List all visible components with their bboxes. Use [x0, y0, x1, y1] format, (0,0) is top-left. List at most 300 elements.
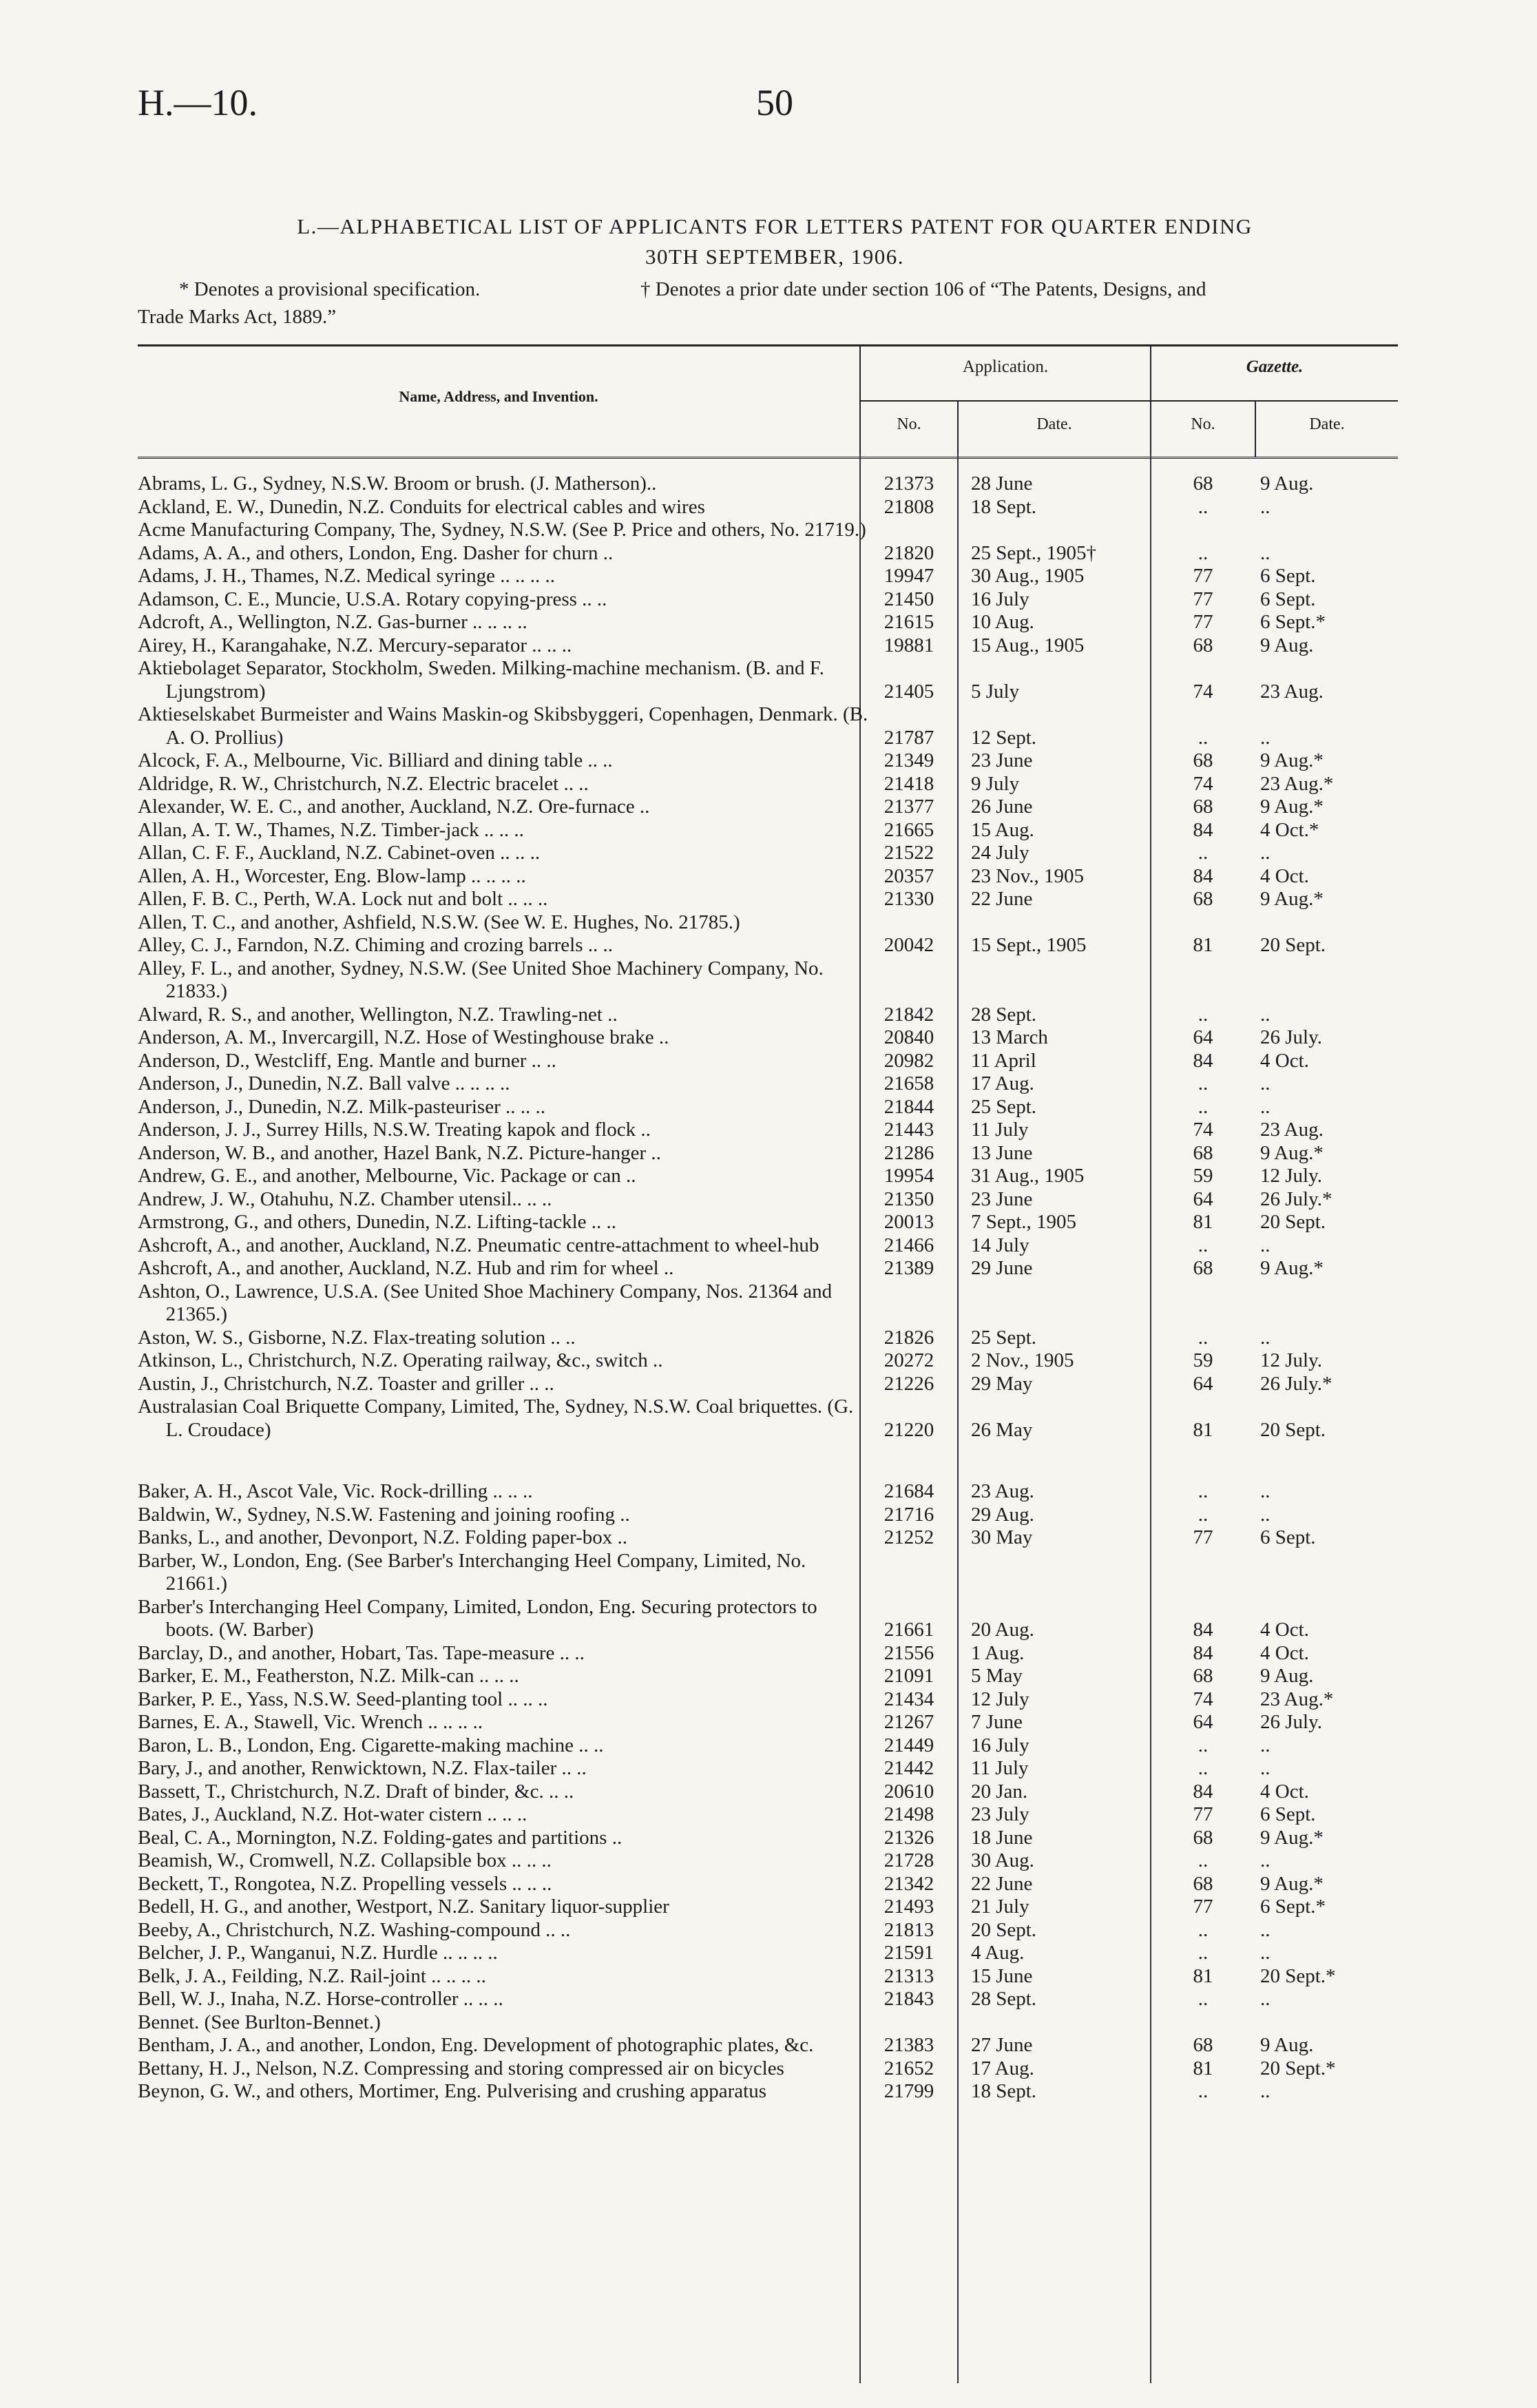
gazette-no: 68: [1193, 796, 1213, 818]
note-prior-date-continued: Trade Marks Act, 1889.”: [138, 306, 337, 328]
header-divider: [957, 402, 959, 457]
application-date: 11 July: [971, 1757, 1029, 1779]
notes: [138, 276, 1412, 331]
application-no: 21330: [883, 888, 934, 910]
application-date: 26 June: [971, 796, 1033, 818]
gazette-date: ..: [1260, 1503, 1271, 1526]
gazette-no: 68: [1193, 888, 1213, 910]
gazette-no: 77: [1193, 565, 1213, 587]
applicant-name: Aston, W. S., Gisborne, N.Z. Flax-treating solution .. ..: [138, 1326, 576, 1349]
application-no: 21684: [883, 1480, 934, 1502]
table-row: [138, 1096, 1398, 1119]
application-date: 28 June: [971, 473, 1033, 495]
application-date: 18 Sept.: [971, 2080, 1037, 2102]
gazette-no: 68: [1193, 1665, 1213, 1687]
table-row: [138, 888, 1398, 911]
table-row: [138, 1280, 1398, 1327]
applicant-name: Anderson, W. B., and another, Hazel Bank, N.Z. Picture-hanger ..: [138, 1141, 661, 1164]
gazette-date: ..: [1260, 1757, 1271, 1779]
application-no: 21091: [883, 1665, 934, 1687]
applicant-name: Adams, J. H., Thames, N.Z. Medical syringe .. .. .. ..: [138, 565, 555, 587]
applicant-name: Beamish, W., Cromwell, N.Z. Collapsible box .. .. ..: [138, 1849, 552, 1871]
application-no: 20042: [883, 934, 934, 956]
table-row: [138, 2034, 1398, 2057]
applicant-name: Adamson, C. E., Muncie, U.S.A. Rotary copying-press .. ..: [138, 588, 607, 610]
application-no: 21615: [883, 611, 934, 633]
application-date: 9 July: [971, 772, 1020, 795]
application-date: 31 Aug., 1905: [971, 1165, 1085, 1187]
application-no: 21286: [883, 1141, 934, 1164]
gazette-date: 4 Oct.: [1260, 1049, 1309, 1072]
application-date: 16 July: [971, 1734, 1029, 1756]
application-no: 21443: [883, 1119, 934, 1141]
gazette-date: 9 Aug.: [1260, 473, 1314, 495]
table-row: [138, 1827, 1398, 1850]
gazette-no: 84: [1193, 1641, 1213, 1664]
table-row: [138, 496, 1398, 519]
gazette-date: ..: [1260, 1326, 1271, 1349]
gazette-date: 20 Sept.*: [1260, 2057, 1336, 2079]
applicant-name: Beckett, T., Rongotea, N.Z. Propelling vessels .. .. ..: [138, 1872, 552, 1895]
table-row: [138, 2080, 1398, 2104]
applicant-name: Belk, J. A., Feilding, N.Z. Rail-joint .. .. .. ..: [138, 1964, 486, 1987]
application-no: 21389: [883, 1257, 934, 1279]
application-date: 23 Aug.: [971, 1480, 1034, 1502]
gazette-no: 74: [1193, 772, 1213, 795]
gazette-no: 77: [1193, 1896, 1213, 1918]
application-no: 21383: [883, 2034, 934, 2056]
application-date: 25 Sept.: [971, 1326, 1037, 1349]
table-row: [138, 1596, 1398, 1642]
table-row: [138, 1188, 1398, 1212]
table-row: [138, 565, 1398, 588]
gazette-no: ..: [1198, 495, 1209, 518]
applicant-name: Allan, C. F. F., Auckland, N.Z. Cabinet-oven .. .. ..: [138, 842, 541, 864]
gazette-date: ..: [1260, 1234, 1271, 1256]
applicant-name: Bassett, T., Christchurch, N.Z. Draft of binder, &c. .. ..: [138, 1780, 574, 1803]
gazette-no: 68: [1193, 473, 1213, 495]
gazette-date: 9 Aug.*: [1260, 1141, 1324, 1164]
gazette-no: 64: [1193, 1187, 1213, 1210]
gazette-date: 6 Sept.: [1260, 588, 1316, 610]
gazette-date: 4 Oct.: [1260, 864, 1309, 887]
applicant-name: Barker, E. M., Featherston, N.Z. Milk-can .. .. ..: [138, 1665, 519, 1687]
gazette-date: 20 Sept.*: [1260, 1964, 1336, 1987]
title-line-2: 30TH SEPTEMBER, 1906.: [645, 245, 904, 269]
gazette-date: ..: [1260, 1849, 1271, 1871]
application-date: 28 Sept.: [971, 1003, 1037, 1026]
application-date: 25 Sept., 1905†: [971, 541, 1097, 564]
table-row: [138, 1504, 1398, 1527]
application-no: 21405: [883, 680, 934, 703]
table-row: [138, 957, 1398, 1004]
application-date: 12 July: [971, 1688, 1029, 1710]
gazette-no: 74: [1193, 1688, 1213, 1710]
gazette-no: ..: [1198, 1234, 1209, 1256]
application-no: 21716: [883, 1503, 934, 1526]
applicant-name: Abrams, L. G., Sydney, N.S.W. Broom or brush. (J. Matherson)..: [138, 473, 657, 495]
gazette-no: 77: [1193, 588, 1213, 610]
application-date: 4 Aug.: [971, 1942, 1025, 1964]
application-no: 20610: [883, 1780, 934, 1803]
table-row: [138, 1119, 1398, 1142]
application-no: 21326: [883, 1826, 934, 1849]
table-row: [138, 1665, 1398, 1688]
table-row: [138, 1919, 1398, 1942]
application-date: 23 July: [971, 1803, 1029, 1825]
application-date: 11 July: [971, 1119, 1029, 1141]
table-row: [138, 657, 1398, 703]
gazette-no: 77: [1193, 1526, 1213, 1548]
gazette-no: 84: [1193, 864, 1213, 887]
gazette-no: 68: [1193, 1872, 1213, 1895]
application-no: 21313: [883, 1964, 934, 1987]
application-no: 21373: [883, 473, 934, 495]
column-header-gazette-date: Date.: [1309, 415, 1345, 433]
gazette-date: 12 July.: [1260, 1349, 1322, 1371]
gazette-no: 81: [1193, 2057, 1213, 2079]
table-row: [138, 865, 1398, 889]
table-row: [138, 611, 1398, 634]
gazette-date: ..: [1260, 1734, 1271, 1756]
gazette-no: 77: [1193, 1803, 1213, 1825]
table-header: [138, 344, 1398, 459]
gazette-no: ..: [1198, 2080, 1209, 2102]
gazette-date: 6 Sept.*: [1260, 611, 1326, 633]
gazette-no: 81: [1193, 934, 1213, 956]
gazette-date: 20 Sept.: [1260, 1418, 1326, 1441]
applicant-name: Australasian Coal Briquette Company, Limited, The, Sydney, N.S.W. Coal briquettes. (G. L. Croudace): [138, 1395, 854, 1441]
application-no: 21591: [883, 1942, 934, 1964]
table-row: [138, 842, 1398, 865]
application-date: 18 Sept.: [971, 495, 1037, 518]
gazette-no: ..: [1198, 842, 1209, 864]
table-row: [138, 1050, 1398, 1073]
application-no: 19947: [883, 565, 934, 587]
application-no: 21842: [883, 1003, 934, 1026]
gazette-date: 23 Aug.: [1260, 680, 1324, 703]
application-date: 13 March: [971, 1026, 1048, 1048]
table-row: [138, 819, 1398, 842]
application-no: 21252: [883, 1526, 934, 1548]
table-row: [138, 473, 1398, 496]
application-no: 21556: [883, 1641, 934, 1664]
application-no: 21652: [883, 2057, 934, 2079]
table-row: [138, 1480, 1398, 1504]
table-row: [138, 1849, 1398, 1873]
application-no: 21449: [883, 1734, 934, 1756]
application-date: 18 June: [971, 1826, 1033, 1849]
table-row: [138, 1803, 1398, 1827]
application-no: 21349: [883, 749, 934, 771]
gazette-date: 9 Aug.: [1260, 2034, 1314, 2056]
application-no: 20982: [883, 1049, 934, 1072]
gazette-no: 59: [1193, 1165, 1213, 1187]
applicant-name: Armstrong, G., and others, Dunedin, N.Z. Lifting-tackle .. ..: [138, 1211, 617, 1233]
gazette-no: ..: [1198, 1918, 1209, 1941]
gazette-date: 26 July.*: [1260, 1372, 1332, 1395]
table-row: [138, 911, 1398, 935]
application-date: 24 July: [971, 842, 1029, 864]
gazette-no: ..: [1198, 1942, 1209, 1964]
table-row: [138, 796, 1398, 819]
application-date: 5 May: [971, 1665, 1023, 1687]
applicant-name: Allen, F. B. C., Perth, W.A. Lock nut and bolt .. .. ..: [138, 888, 548, 910]
application-no: 20840: [883, 1026, 934, 1048]
table-row: [138, 1349, 1398, 1373]
table-row: [138, 1234, 1398, 1258]
application-date: 15 June: [971, 1964, 1033, 1987]
applicants-list: [138, 473, 1398, 2104]
table-row: [138, 934, 1398, 957]
application-date: 14 July: [971, 1234, 1029, 1256]
gazette-date: 26 July.: [1260, 1026, 1322, 1048]
table-row: [138, 1142, 1398, 1165]
applicant-name: Alley, C. J., Farndon, N.Z. Chiming and crozing barrels .. ..: [138, 934, 613, 956]
gazette-no: ..: [1198, 1003, 1209, 1026]
application-no: 21450: [883, 588, 934, 610]
application-no: 21799: [883, 2080, 934, 2102]
application-date: 29 May: [971, 1372, 1033, 1395]
applicant-name: Anderson, J., Dunedin, N.Z. Milk-pasteuriser .. .. ..: [138, 1095, 545, 1118]
applicant-name: Beynon, G. W., and others, Mortimer, Eng. Pulverising and crushing apparatus: [138, 2080, 767, 2102]
gazette-no: 68: [1193, 1257, 1213, 1279]
application-no: 20272: [883, 1349, 934, 1371]
gazette-date: ..: [1260, 1942, 1271, 1964]
application-no: 21267: [883, 1711, 934, 1733]
application-no: 21466: [883, 1234, 934, 1256]
applicant-name: Andrew, J. W., Otahuhu, N.Z. Chamber utensil.. .. ..: [138, 1187, 552, 1210]
application-date: 29 June: [971, 1257, 1033, 1279]
applicant-name: Allan, A. T. W., Thames, N.Z. Timber-jack .. .. ..: [138, 818, 524, 841]
application-no: 21826: [883, 1326, 934, 1349]
header-divider: [1150, 346, 1151, 457]
applicant-name: Adcroft, A., Wellington, N.Z. Gas-burner .. .. .. ..: [138, 611, 527, 633]
gazette-date: ..: [1260, 541, 1271, 564]
application-date: 23 June: [971, 749, 1033, 771]
table-row: [138, 1026, 1398, 1050]
gazette-no: 68: [1193, 1141, 1213, 1164]
table-row: [138, 1942, 1398, 1965]
application-date: 26 May: [971, 1418, 1033, 1441]
applicant-name: Alley, F. L., and another, Sydney, N.S.W. (See United Shoe Machinery Company, No. 21833.): [138, 957, 824, 1002]
table-row: [138, 1327, 1398, 1350]
applicant-name: Anderson, D., Westcliff, Eng. Mantle and burner .. ..: [138, 1049, 556, 1072]
table-row: [138, 2057, 1398, 2081]
applicant-name: Bary, J., and another, Renwicktown, N.Z. Flax-tailer .. ..: [138, 1757, 587, 1779]
application-date: 28 Sept.: [971, 1988, 1037, 2010]
application-no: 21342: [883, 1872, 934, 1895]
application-date: 21 July: [971, 1896, 1029, 1918]
table-row: [138, 703, 1398, 749]
application-no: 21418: [883, 772, 934, 795]
application-no: 20357: [883, 864, 934, 887]
applicant-name: Bates, J., Auckland, N.Z. Hot-water cistern .. .. ..: [138, 1803, 527, 1825]
applicant-name: Adams, A. A., and others, London, Eng. Dasher for churn ..: [138, 541, 614, 564]
application-no: 21498: [883, 1803, 934, 1825]
application-no: 21813: [883, 1918, 934, 1941]
application-date: 13 June: [971, 1141, 1033, 1164]
table-row: [138, 1257, 1398, 1280]
applicant-name: Barker, P. E., Yass, N.S.W. Seed-planting tool .. .. ..: [138, 1688, 548, 1710]
application-date: 22 June: [971, 1872, 1033, 1895]
column-header-application: Application.: [962, 357, 1049, 376]
gazette-date: 23 Aug.: [1260, 1119, 1324, 1141]
gazette-date: 9 Aug.*: [1260, 1257, 1324, 1279]
application-date: 15 Aug., 1905: [971, 634, 1085, 656]
column-header-gazette: Gazette.: [1246, 357, 1304, 376]
gazette-date: 26 July.: [1260, 1711, 1322, 1733]
title-line-1: L.—ALPHABETICAL LIST OF APPLICANTS FOR LETTERS PATENT FOR QUARTER ENDING: [297, 214, 1253, 238]
applicant-name: Barber's Interchanging Heel Company, Limited, London, Eng. Securing protectors to boots. (W. Barber): [138, 1595, 817, 1641]
gazette-no: 84: [1193, 1049, 1213, 1072]
application-date: 20 Jan.: [971, 1780, 1028, 1803]
applicant-name: Alexander, W. E. C., and another, Auckland, N.Z. Ore-furnace ..: [138, 796, 650, 818]
page-number: 50: [756, 82, 793, 123]
column-header-application-date: Date.: [1036, 415, 1072, 433]
table-row: [138, 1711, 1398, 1734]
table-row: [138, 2011, 1398, 2035]
gazette-no: 68: [1193, 2034, 1213, 2056]
application-date: 30 May: [971, 1526, 1033, 1548]
applicant-name: Baldwin, W., Sydney, N.S.W. Fastening and joining roofing ..: [138, 1503, 630, 1526]
gazette-date: 9 Aug.*: [1260, 796, 1324, 818]
gazette-no: ..: [1198, 1734, 1209, 1756]
application-no: 19954: [883, 1165, 934, 1187]
gazette-date: 9 Aug.*: [1260, 1872, 1324, 1895]
application-date: 7 June: [971, 1711, 1023, 1733]
gazette-date: ..: [1260, 1095, 1271, 1118]
table-row: [138, 519, 1398, 542]
application-no: 21377: [883, 796, 934, 818]
table-row: [138, 1526, 1398, 1550]
gazette-no: 77: [1193, 611, 1213, 633]
applicant-name: Beeby, A., Christchurch, N.Z. Washing-compound .. ..: [138, 1918, 571, 1941]
applicant-name: Alward, R. S., and another, Wellington, N.Z. Trawling-net ..: [138, 1003, 618, 1026]
gazette-date: ..: [1260, 1988, 1271, 2010]
gazette-date: 6 Sept.: [1260, 1803, 1316, 1825]
application-date: 11 April: [971, 1049, 1036, 1072]
application-date: 16 July: [971, 588, 1029, 610]
application-no: 21661: [883, 1619, 934, 1641]
gazette-date: 4 Oct.: [1260, 1619, 1309, 1641]
applicant-name: Barber, W., London, Eng. (See Barber's Interchanging Heel Company, Limited, No. 21661.): [138, 1549, 806, 1595]
table-row: [138, 634, 1398, 658]
application-date: 20 Aug.: [971, 1619, 1034, 1641]
applicant-name: Ashcroft, A., and another, Auckland, N.Z. Hub and rim for wheel ..: [138, 1257, 674, 1279]
applicant-name: Bedell, H. G., and another, Westport, N.Z. Sanitary liquor-supplier: [138, 1896, 669, 1918]
applicant-name: Ackland, E. W., Dunedin, N.Z. Conduits for electrical cables and wires: [138, 495, 705, 518]
gazette-date: ..: [1260, 1918, 1271, 1941]
gazette-date: 6 Sept.: [1260, 565, 1316, 587]
application-no: 21493: [883, 1896, 934, 1918]
table-row: [138, 1004, 1398, 1027]
header-rule: [859, 400, 1398, 402]
application-no: 21522: [883, 842, 934, 864]
application-date: 15 Aug.: [971, 818, 1034, 841]
gazette-date: 4 Oct.: [1260, 1641, 1309, 1664]
gazette-no: 81: [1193, 1211, 1213, 1233]
gazette-no: ..: [1198, 1757, 1209, 1779]
gazette-no: 68: [1193, 1826, 1213, 1849]
application-no: 21787: [883, 726, 934, 749]
application-date: 30 Aug.: [971, 1849, 1034, 1871]
gazette-date: 6 Sept.*: [1260, 1896, 1326, 1918]
gazette-no: 84: [1193, 1780, 1213, 1803]
application-date: 20 Sept.: [971, 1918, 1037, 1941]
applicant-name: Anderson, J. J., Surrey Hills, N.S.W. Treating kapok and flock ..: [138, 1119, 651, 1141]
gazette-date: 4 Oct.: [1260, 1780, 1309, 1803]
applicant-name: Bennet. (See Burlton-Bennet.): [138, 2011, 381, 2033]
application-date: 10 Aug.: [971, 611, 1034, 633]
table-row: [138, 1757, 1398, 1781]
gazette-date: 9 Aug.*: [1260, 888, 1324, 910]
application-date: 29 Aug.: [971, 1503, 1034, 1526]
note-provisional: * Denotes a provisional specification.: [179, 278, 481, 300]
gazette-date: 9 Aug.: [1260, 1665, 1314, 1687]
gazette-no: 59: [1193, 1349, 1213, 1371]
applicant-name: Alcock, F. A., Melbourne, Vic. Billiard and dining table .. ..: [138, 749, 613, 771]
gazette-no: 81: [1193, 1418, 1213, 1441]
table-row: [138, 1072, 1398, 1096]
table-row: [138, 588, 1398, 612]
application-date: 17 Aug.: [971, 2057, 1034, 2079]
table-row: [138, 1373, 1398, 1396]
application-no: 21843: [883, 1988, 934, 2010]
gazette-date: ..: [1260, 726, 1271, 749]
table-row: [138, 1873, 1398, 1896]
application-no: 21658: [883, 1072, 934, 1094]
gazette-no: 81: [1193, 1964, 1213, 1987]
table-row: [138, 542, 1398, 565]
applicant-name: Anderson, A. M., Invercargill, N.Z. Hose of Westinghouse brake ..: [138, 1026, 669, 1048]
gazette-date: ..: [1260, 495, 1271, 518]
application-date: 12 Sept.: [971, 726, 1037, 749]
gazette-no: 68: [1193, 749, 1213, 771]
table-row: [138, 1550, 1398, 1596]
application-date: 15 Sept., 1905: [971, 934, 1087, 956]
application-date: 27 June: [971, 2034, 1033, 2056]
application-no: 21820: [883, 541, 934, 564]
gazette-date: 9 Aug.*: [1260, 749, 1324, 771]
application-date: 7 Sept., 1905: [971, 1211, 1077, 1233]
application-date: 25 Sept.: [971, 1095, 1037, 1118]
applicant-name: Baron, L. B., London, Eng. Cigarette-making machine .. ..: [138, 1734, 604, 1756]
gazette-no: ..: [1198, 1849, 1209, 1871]
document-reference: H.—10.: [138, 82, 258, 123]
applicant-name: Allen, T. C., and another, Ashfield, N.S.W. (See W. E. Hughes, No. 21785.): [138, 911, 740, 933]
application-date: 17 Aug.: [971, 1072, 1034, 1094]
applicant-name: Barnes, E. A., Stawell, Vic. Wrench .. .. .. ..: [138, 1711, 483, 1733]
applicant-name: Anderson, J., Dunedin, N.Z. Ball valve .. .. .. ..: [138, 1072, 510, 1094]
application-no: 21808: [883, 495, 934, 518]
applicant-name: Acme Manufacturing Company, The, Sydney, N.S.W. (See P. Price and others, No. 21719.): [138, 519, 866, 541]
applicant-name: Aldridge, R. W., Christchurch, N.Z. Electric bracelet .. ..: [138, 772, 589, 795]
applicant-name: Bentham, J. A., and another, London, Eng. Development of photographic plates, &c.: [138, 2034, 814, 2056]
application-date: 2 Nov., 1905: [971, 1349, 1074, 1371]
gazette-no: ..: [1198, 1072, 1209, 1094]
gazette-no: 74: [1193, 1119, 1213, 1141]
gazette-no: 68: [1193, 634, 1213, 656]
applicant-name: Austin, J., Christchurch, N.Z. Toaster and griller .. ..: [138, 1372, 554, 1395]
table-row: [138, 1988, 1398, 2011]
table-row: [138, 1165, 1398, 1188]
note-prior-date: † Denotes a prior date under section 106 of “The Patents, Designs, and: [640, 278, 1206, 300]
column-header-name: Name, Address, and Invention.: [399, 388, 598, 405]
table-row: [138, 773, 1398, 796]
application-no: 21220: [883, 1418, 934, 1441]
gazette-no: 64: [1193, 1026, 1213, 1048]
